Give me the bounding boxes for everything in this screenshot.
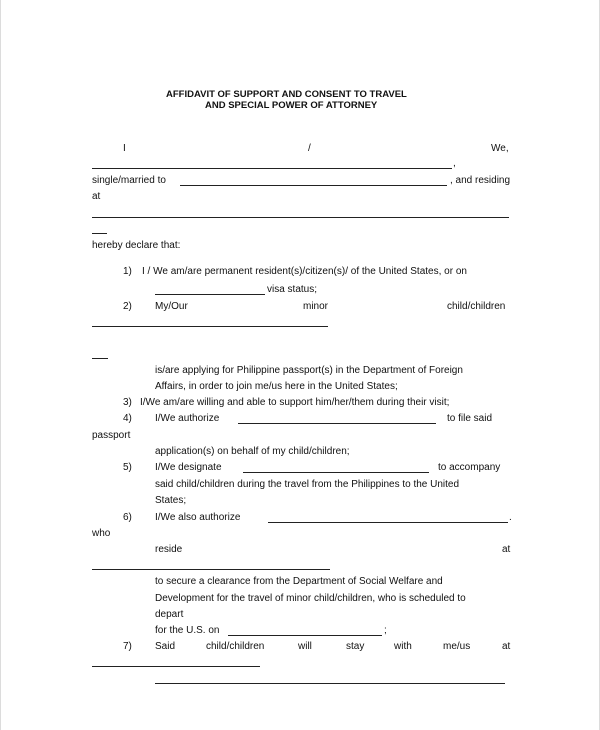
intro-slash: / [308, 143, 311, 154]
declare-label: hereby declare that: [92, 240, 181, 251]
reside-label: reside [155, 544, 183, 555]
item-6-text-d: Development for the travel of minor child/children, who is scheduled to [155, 593, 466, 604]
item-6-semicolon: ; [384, 625, 387, 636]
title-line-1: AFFIDAVIT OF SUPPORT AND CONSENT TO TRAVEL [166, 89, 407, 100]
item-5-text-b: to accompany [438, 462, 501, 473]
item-5-text-d: States; [155, 495, 187, 506]
item-3-text: I/We am/are willing and able to support him/her/them during their visit; [140, 397, 450, 408]
stay-address-blank-2 [155, 683, 505, 684]
departure-date-blank [228, 635, 382, 636]
item-7-word: at [502, 641, 511, 652]
item-2-number: 2) [123, 301, 132, 312]
child-names-blank-tail [92, 358, 108, 359]
item-5-text-c: said child/children during the travel from the Philippines to the United [155, 479, 460, 490]
passport-label: passport [92, 430, 131, 441]
item-5-number: 5) [123, 462, 132, 473]
address-blank [92, 217, 509, 218]
item-5-text-a: I/We designate [155, 462, 222, 473]
item-7-word: with [394, 641, 412, 652]
name-blank [92, 168, 452, 169]
item-4-text-c: application(s) on behalf of my child/children; [155, 446, 350, 457]
item-1-text: I / We am/are permanent resident(s)/citizen(s)/ of the United States, or on [142, 266, 467, 277]
item-6-text-a: I/We also authorize [155, 512, 241, 523]
depart-label: depart [155, 609, 184, 620]
authorized-person-blank [238, 423, 436, 424]
at-label-2: at [502, 544, 511, 555]
residence-blank [92, 569, 330, 570]
item-7-word: Said [155, 641, 176, 652]
designee-blank [243, 472, 429, 473]
item-2-word-c: child/children [447, 301, 506, 312]
intro-i: I [123, 143, 126, 154]
item-1-number: 1) [123, 266, 132, 277]
item-2-line-3: Affairs, in order to join me/us here in the United States; [155, 381, 398, 392]
address-blank-tail [92, 233, 107, 234]
page-edge-left [0, 0, 1, 730]
item-6-text-c: to secure a clearance from the Department of Social Welfare and [155, 576, 443, 587]
item-6-dot: . [509, 512, 512, 523]
who-label: who [92, 528, 111, 539]
and-residing-label: , and residing [450, 175, 511, 186]
title-line-2: AND SPECIAL POWER OF ATTORNEY [205, 100, 378, 111]
at-label: at [92, 191, 101, 202]
item-7-word: me/us [443, 641, 471, 652]
item-6-number: 6) [123, 512, 132, 523]
item-2-line-2: is/are applying for Philippine passport(s) in the Department of Foreign [155, 365, 463, 376]
item-7-word: child/children [206, 641, 265, 652]
spouse-blank [180, 185, 447, 186]
intro-comma: , [453, 158, 456, 169]
item-7-number: 7) [123, 641, 132, 652]
authorized-person-2-blank [268, 522, 508, 523]
item-7-word: will [298, 641, 312, 652]
item-2-word-b: minor [303, 301, 329, 312]
item-7-word: stay [346, 641, 365, 652]
item-4-text-b: to file said [447, 413, 493, 424]
single-married-label: single/married to [92, 175, 166, 186]
child-names-blank [92, 326, 328, 327]
item-3-number: 3) [123, 397, 132, 408]
item-4-text-a: I/We authorize [155, 413, 220, 424]
item-4-number: 4) [123, 413, 132, 424]
stay-address-blank [92, 666, 260, 667]
us-on-label: for the U.S. on [155, 625, 220, 636]
visa-status-label: visa status; [267, 284, 318, 295]
item-2-word-a: My/Our [155, 301, 188, 312]
visa-blank [155, 294, 265, 295]
intro-we: We, [491, 143, 509, 154]
